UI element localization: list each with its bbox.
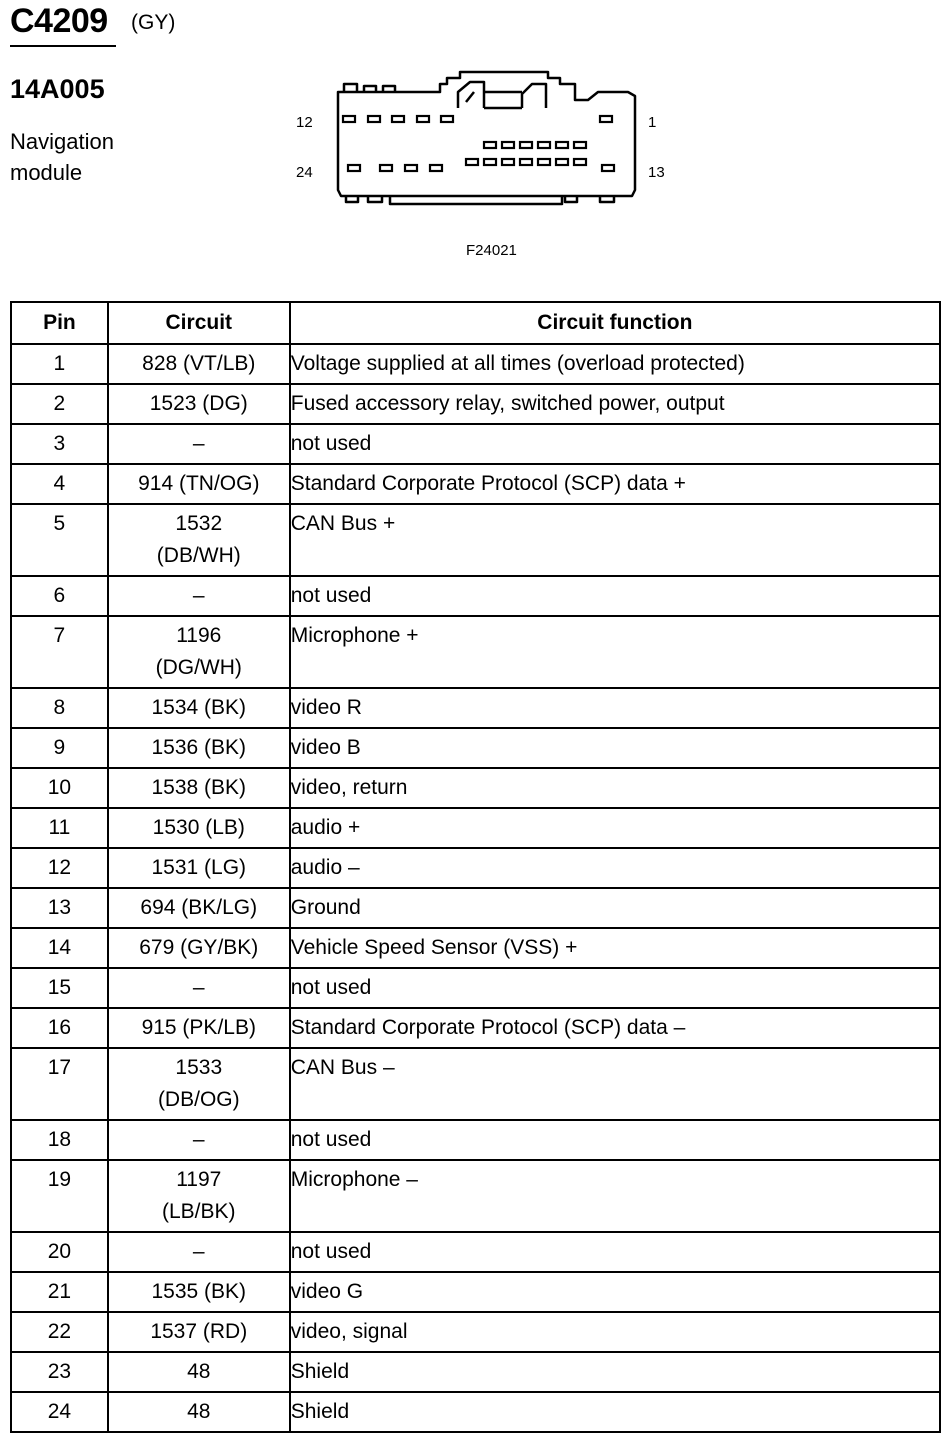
table-row — [11, 1120, 940, 1160]
table-row — [11, 1392, 940, 1432]
pin-cell: 10 — [11, 768, 108, 808]
table-row — [11, 1160, 940, 1232]
circuit-function-cell: not used — [290, 1232, 940, 1272]
table-row — [11, 1312, 940, 1352]
circuit-function-cell: audio – — [290, 848, 940, 888]
pinout-table — [10, 301, 941, 1433]
circuit-cell: 1538 (BK) — [108, 768, 290, 808]
table-row — [11, 1048, 940, 1120]
circuit-cell: 1197 (LB/BK) — [108, 1160, 290, 1232]
table-row — [11, 1272, 940, 1312]
pin-cell: 13 — [11, 888, 108, 928]
table-row — [11, 504, 940, 576]
connector-color: (GY) — [131, 11, 176, 34]
header-circuit: Circuit — [108, 302, 290, 344]
pin-cell: 12 — [11, 848, 108, 888]
table-header-row — [11, 302, 940, 344]
circuit-cell: 1533 (DB/OG) — [108, 1048, 290, 1120]
circuit-function-cell: CAN Bus – — [290, 1048, 940, 1120]
pin-cell: 20 — [11, 1232, 108, 1272]
table-row — [11, 424, 940, 464]
circuit-function-cell: Shield — [290, 1392, 940, 1432]
table-row — [11, 728, 940, 768]
pin-cell: 5 — [11, 504, 108, 576]
connector-face-diagram — [0, 0, 951, 240]
circuit-cell: 1536 (BK) — [108, 728, 290, 768]
figure-id: F24021 — [466, 242, 517, 259]
circuit-cell: 1530 (LB) — [108, 808, 290, 848]
circuit-cell: 694 (BK/LG) — [108, 888, 290, 928]
table-row — [11, 808, 940, 848]
circuit-cell: 914 (TN/OG) — [108, 464, 290, 504]
pin-cell: 2 — [11, 384, 108, 424]
pin-cell: 16 — [11, 1008, 108, 1048]
pin-cell: 15 — [11, 968, 108, 1008]
table-row — [11, 968, 940, 1008]
circuit-function-cell: Microphone – — [290, 1160, 940, 1232]
pin-cell: 1 — [11, 344, 108, 384]
pin-label-bottom-right: 13 — [648, 164, 665, 181]
circuit-function-cell: not used — [290, 968, 940, 1008]
pin-cell: 6 — [11, 576, 108, 616]
table-body — [11, 344, 940, 1432]
pin-cell: 14 — [11, 928, 108, 968]
pin-cell: 3 — [11, 424, 108, 464]
circuit-cell: 1535 (BK) — [108, 1272, 290, 1312]
circuit-cell: 828 (VT/LB) — [108, 344, 290, 384]
circuit-cell: 48 — [108, 1392, 290, 1432]
circuit-function-cell: Shield — [290, 1352, 940, 1392]
circuit-function-cell: CAN Bus + — [290, 504, 940, 576]
circuit-cell: 1534 (BK) — [108, 688, 290, 728]
part-number: 14A005 — [10, 74, 105, 104]
table-row — [11, 464, 940, 504]
circuit-cell: 1532 (DB/WH) — [108, 504, 290, 576]
circuit-function-cell: Voltage supplied at all times (overload protected) — [290, 344, 940, 384]
circuit-function-cell: Fused accessory relay, switched power, output — [290, 384, 940, 424]
circuit-cell: – — [108, 1120, 290, 1160]
circuit-cell: 1196 (DG/WH) — [108, 616, 290, 688]
circuit-cell: 1537 (RD) — [108, 1312, 290, 1352]
circuit-cell: 1531 (LG) — [108, 848, 290, 888]
circuit-function-cell: video G — [290, 1272, 940, 1312]
pin-cell: 22 — [11, 1312, 108, 1352]
circuit-function-cell: Standard Corporate Protocol (SCP) data – — [290, 1008, 940, 1048]
circuit-cell: – — [108, 424, 290, 464]
pin-label-top-right: 1 — [648, 114, 657, 131]
circuit-function-cell: Microphone + — [290, 616, 940, 688]
circuit-function-cell: audio + — [290, 808, 940, 848]
pin-cell: 8 — [11, 688, 108, 728]
table-row — [11, 616, 940, 688]
circuit-function-cell: video, return — [290, 768, 940, 808]
pin-cell: 9 — [11, 728, 108, 768]
circuit-function-cell: video R — [290, 688, 940, 728]
circuit-function-cell: video, signal — [290, 1312, 940, 1352]
table-row — [11, 576, 940, 616]
pin-cell: 19 — [11, 1160, 108, 1232]
pin-cell: 4 — [11, 464, 108, 504]
pin-label-top-left: 12 — [296, 114, 313, 131]
pin-label-bottom-left: 24 — [296, 164, 313, 181]
table-row — [11, 384, 940, 424]
circuit-cell: – — [108, 1232, 290, 1272]
table-row — [11, 688, 940, 728]
pin-cell: 7 — [11, 616, 108, 688]
table-row — [11, 768, 940, 808]
component-name: Navigation module — [10, 129, 114, 185]
pin-cell: 11 — [11, 808, 108, 848]
circuit-function-cell: not used — [290, 424, 940, 464]
pin-cell: 23 — [11, 1352, 108, 1392]
circuit-function-cell: Ground — [290, 888, 940, 928]
circuit-cell: 915 (PK/LB) — [108, 1008, 290, 1048]
table-row — [11, 848, 940, 888]
circuit-function-cell: not used — [290, 1120, 940, 1160]
circuit-function-cell: not used — [290, 576, 940, 616]
table-row — [11, 1232, 940, 1272]
circuit-cell: – — [108, 576, 290, 616]
circuit-cell: 48 — [108, 1352, 290, 1392]
circuit-cell: 679 (GY/BK) — [108, 928, 290, 968]
pin-cell: 21 — [11, 1272, 108, 1312]
pin-cell: 18 — [11, 1120, 108, 1160]
table-row — [11, 344, 940, 384]
pin-cell: 17 — [11, 1048, 108, 1120]
circuit-cell: 1523 (DG) — [108, 384, 290, 424]
circuit-cell: – — [108, 968, 290, 1008]
table-row — [11, 928, 940, 968]
circuit-function-cell: video B — [290, 728, 940, 768]
pin-cell: 24 — [11, 1392, 108, 1432]
table-row — [11, 1352, 940, 1392]
connector-id: C4209 — [10, 2, 108, 40]
header-circuit-function: Circuit function — [290, 302, 940, 344]
table-row — [11, 888, 940, 928]
circuit-function-cell: Standard Corporate Protocol (SCP) data + — [290, 464, 940, 504]
table-row — [11, 1008, 940, 1048]
circuit-function-cell: Vehicle Speed Sensor (VSS) + — [290, 928, 940, 968]
header-pin: Pin — [11, 302, 108, 344]
